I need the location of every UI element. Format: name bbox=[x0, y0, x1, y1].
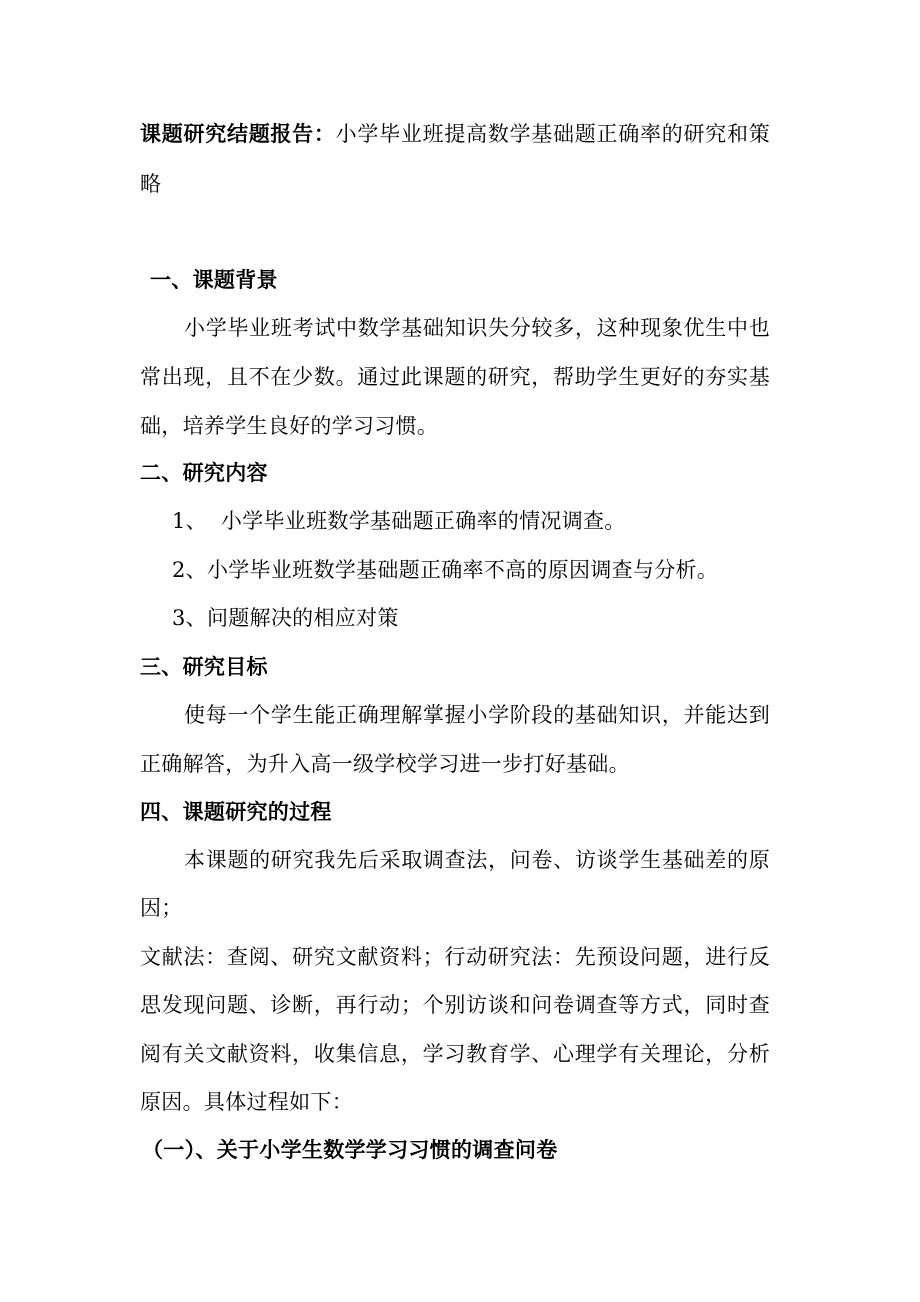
paragraph-line: 正确解答，为升入高一级学校学习进一步打好基础。 bbox=[140, 752, 630, 776]
paragraph-line: 使每一个学生能正确理解掌握小学阶段的基础知识，并能达到 bbox=[184, 703, 770, 727]
paragraph-line: 础，培养学生良好的学习习惯。 bbox=[140, 414, 439, 438]
section-heading-content: 二、研究内容 bbox=[140, 461, 268, 485]
paragraph-line: 思发现问题、诊断，再行动；个别访谈和问卷调查等方式，同时查 bbox=[140, 993, 770, 1017]
title-normal-part: 小学毕业班提高数学基础题正确率的研究和策 bbox=[335, 122, 770, 146]
title-bold-part: 课题研究结题报告： bbox=[140, 122, 336, 146]
section-heading-background: 一、课题背景 bbox=[150, 268, 278, 292]
document-title-line-2: 略 bbox=[140, 172, 162, 196]
list-item: 1、 小学毕业班数学基础题正确率的情况调查。 bbox=[172, 509, 626, 533]
paragraph-line: 本课题的研究我先后采取调查法，问卷、访谈学生基础差的原 bbox=[184, 848, 770, 872]
section-heading-goals: 三、研究目标 bbox=[140, 655, 268, 679]
paragraph-line: 阅有关文献资料，收集信息，学习教育学、心理学有关理论，分析 bbox=[140, 1042, 770, 1066]
paragraph-line: 因； bbox=[140, 896, 183, 920]
section-heading-process: 四、课题研究的过程 bbox=[140, 800, 332, 824]
list-item: 2、小学毕业班数学基础题正确率不高的原因调查与分析。 bbox=[172, 558, 719, 582]
paragraph-line: 常出现，且不在少数。通过此课题的研究，帮助学生更好的夯实基 bbox=[140, 365, 770, 389]
paragraph-line: 原因。具体过程如下： bbox=[140, 1090, 353, 1114]
document-title-line-1 bbox=[140, 122, 770, 146]
paragraph-line: 小学毕业班考试中数学基础知识失分较多，这种现象优生中也 bbox=[184, 316, 770, 340]
paragraph-line: 文献法：查阅、研究文献资料；行动研究法：先预设问题，进行反 bbox=[140, 945, 770, 969]
list-item: 3、问题解决的相应对策 bbox=[172, 606, 399, 630]
subheading-questionnaire: （一）、关于小学生数学学习习惯的调查问卷 bbox=[142, 1138, 558, 1162]
